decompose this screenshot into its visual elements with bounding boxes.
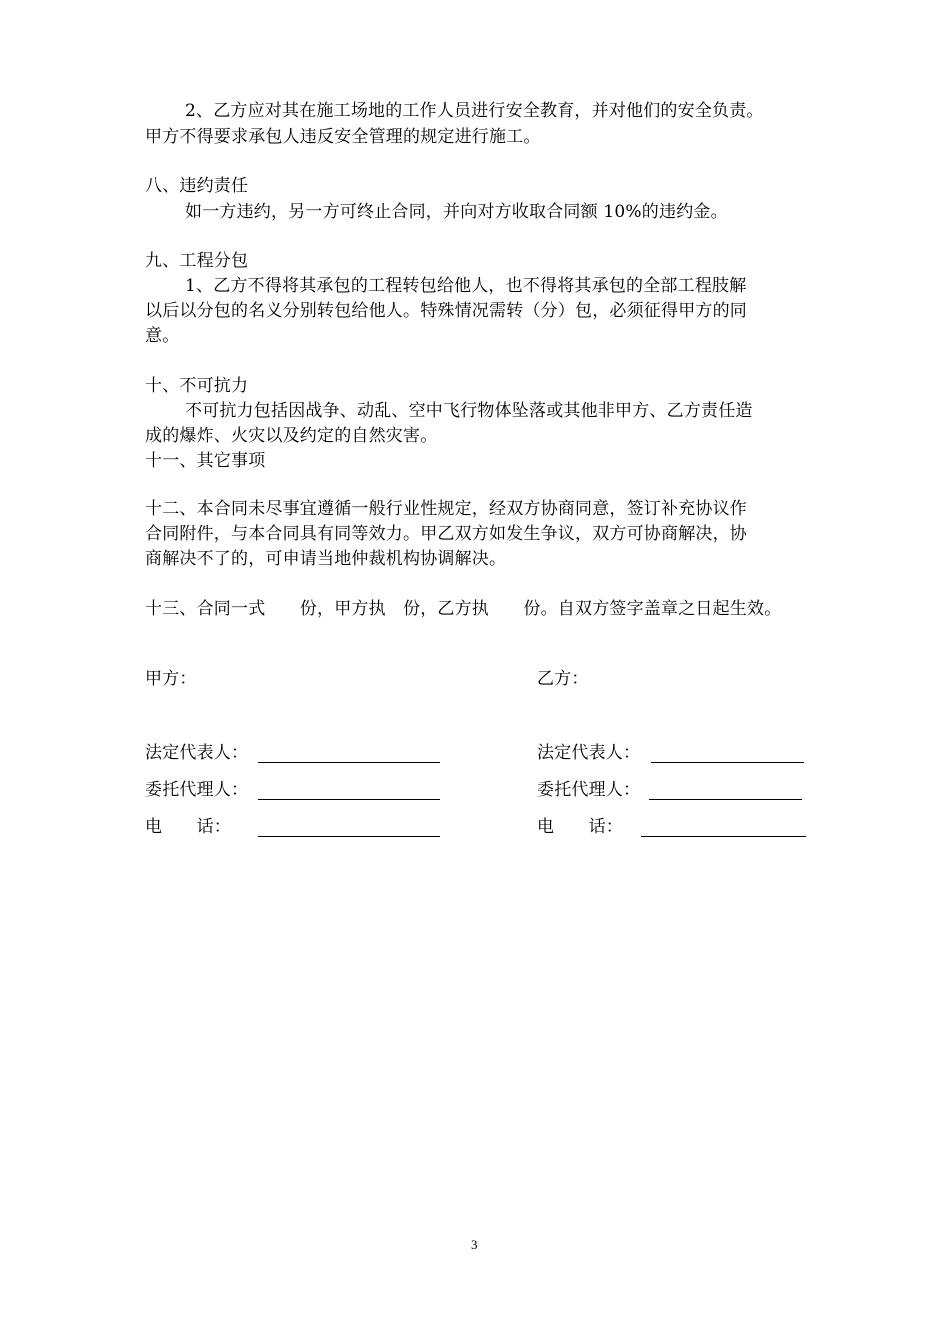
- safety-clause-line-2: 甲方不得要求承包人违反安全管理的规定进行施工。: [145, 127, 541, 147]
- page-number: 3: [471, 1237, 478, 1252]
- section-9-line-2: 以后以分包的名义分别转包给他人。特殊情况需转（分）包，必须征得甲方的同: [145, 301, 747, 321]
- section-12-line-3: 商解决不了的，可申请当地仲裁机构协调解决。: [145, 549, 507, 569]
- party-b-phone-label: 电 话：: [537, 817, 623, 837]
- party-a-legal-rep-label: 法定代表人：: [145, 743, 249, 763]
- party-a-label: 甲方：: [145, 669, 197, 689]
- section-13-line-1: 十三、合同一式 份，甲方执 份，乙方执 份。自双方签字盖章之日起生效。: [145, 599, 782, 619]
- party-a-legal-rep-signature-line: [258, 762, 440, 763]
- section-8-text: 如一方违约，另一方可终止合同，并向对方收取合同额 10%的违约金。: [185, 202, 728, 222]
- party-b-label: 乙方：: [537, 669, 589, 689]
- section-9-line-1: 1、乙方不得将其承包的工程转包给他人，也不得将其承包的全部工程肢解: [185, 276, 747, 296]
- section-12-line-1: 十二、本合同未尽事宜遵循一般行业性规定，经双方协商同意，签订补充协议作: [145, 499, 747, 519]
- section-11-heading: 十一、其它事项: [145, 451, 266, 471]
- party-a-agent-label: 委托代理人：: [145, 780, 249, 800]
- section-10-line-1: 不可抗力包括因战争、动乱、空中飞行物体坠落或其他非甲方、乙方责任造: [185, 401, 753, 421]
- section-8-heading: 八、违约责任: [145, 176, 249, 196]
- section-9-heading: 九、工程分包: [145, 251, 249, 271]
- party-b-legal-rep-signature-line: [651, 762, 804, 763]
- section-12-line-2: 合同附件，与本合同具有同等效力。甲乙双方如发生争议，双方可协商解决，协: [145, 524, 747, 544]
- section-10-line-2: 成的爆炸、火灾以及约定的自然灾害。: [145, 426, 438, 446]
- party-a-phone-line: [258, 836, 440, 837]
- party-b-agent-signature-line: [649, 799, 802, 800]
- party-b-phone-line: [641, 836, 806, 837]
- party-a-agent-signature-line: [258, 799, 440, 800]
- party-b-agent-label: 委托代理人：: [537, 780, 641, 800]
- section-9-line-3: 意。: [145, 326, 180, 346]
- party-b-legal-rep-label: 法定代表人：: [537, 743, 641, 763]
- section-10-heading: 十、不可抗力: [145, 376, 249, 396]
- party-a-phone-label: 电 话：: [145, 817, 231, 837]
- safety-clause-line-1: 2、乙方应对其在施工场地的工作人员进行安全教育，并对他们的安全负责。: [185, 101, 764, 121]
